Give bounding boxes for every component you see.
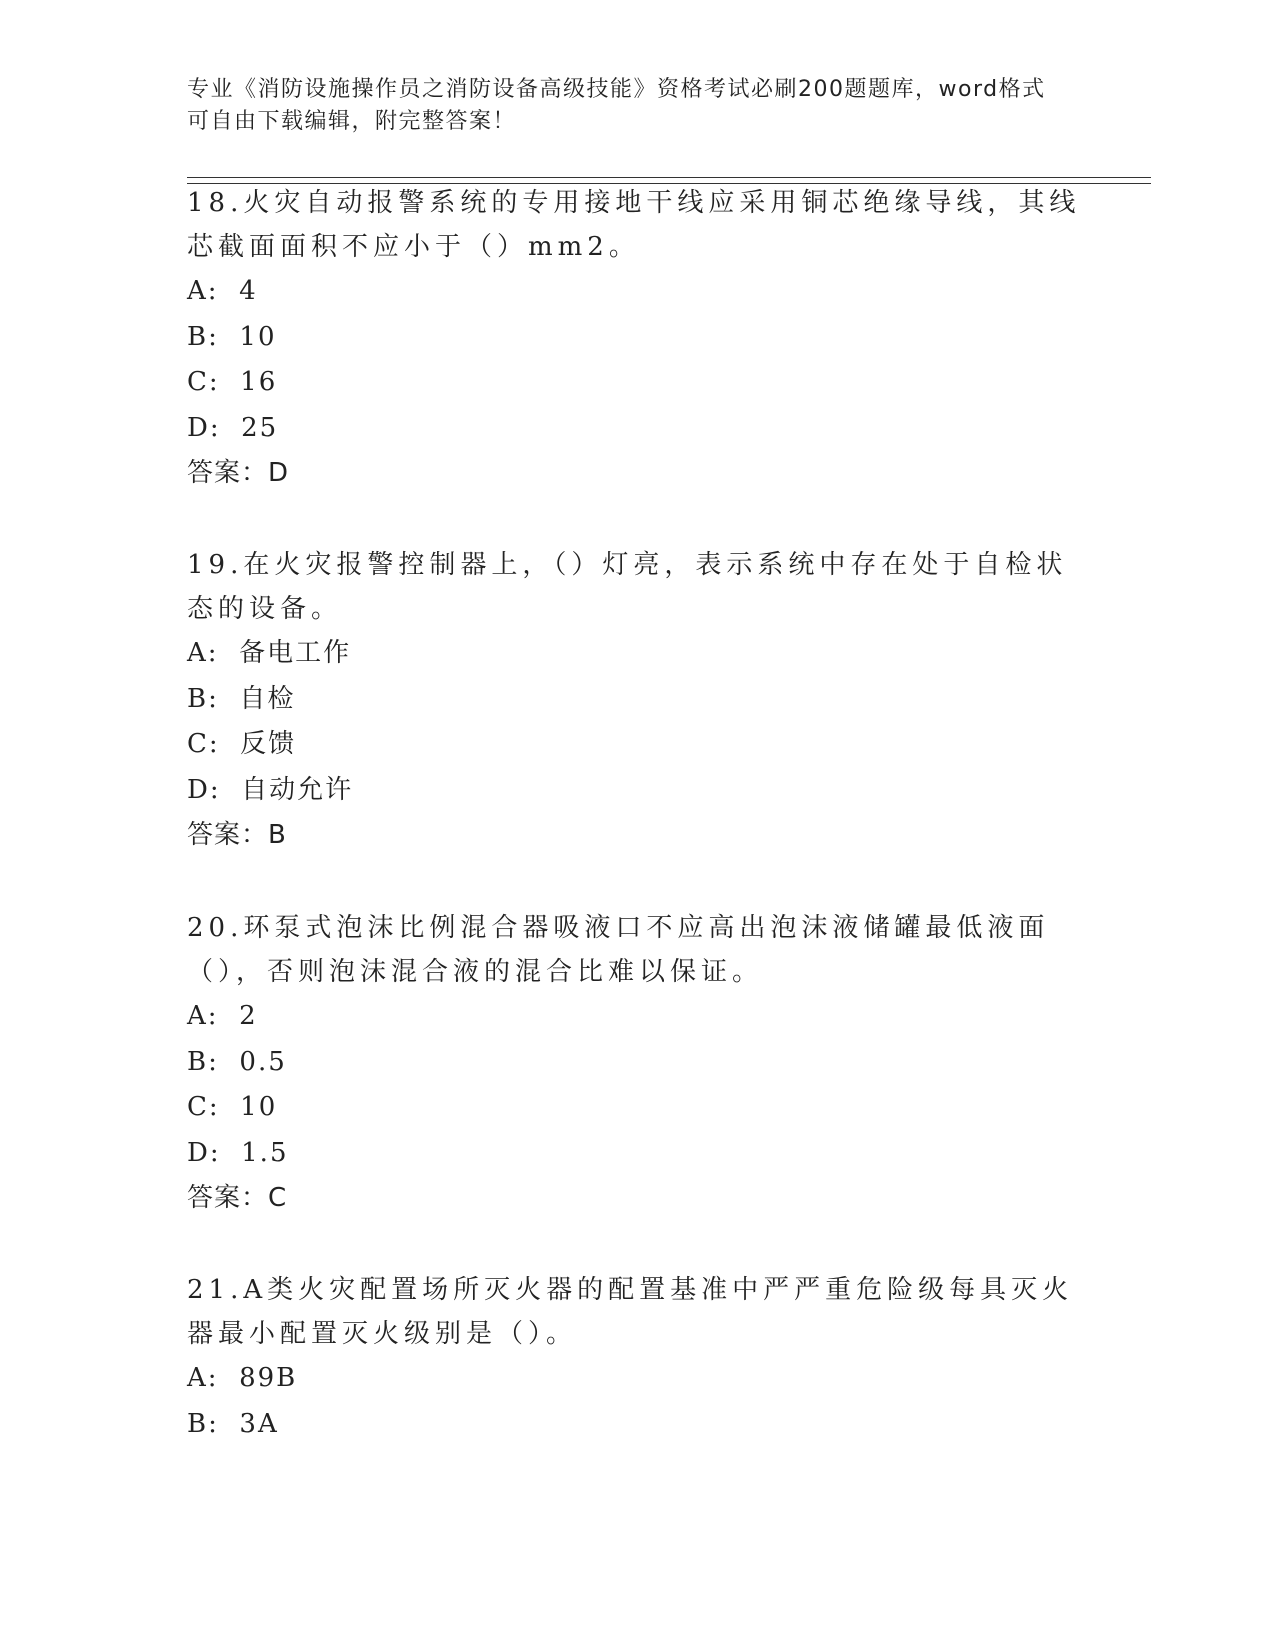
option-a: A: 2 — [187, 1001, 258, 1031]
option-d: D: 25 — [187, 412, 279, 443]
question-18 — [187, 181, 1087, 495]
document-header: 专业《消防设施操作员之消防设备高级技能》资格考试必刷200题题库，word格式可自由下载编辑，附完整答案！ — [187, 77, 1046, 134]
option-d: D: 自动允许 — [187, 774, 354, 805]
option-b: B: 自检 — [187, 683, 296, 714]
option-d: D: 1.5 — [187, 1137, 289, 1168]
question-21 — [187, 1268, 1087, 1447]
answer: 答案：D — [187, 458, 290, 489]
answer: 答案：B — [187, 820, 287, 851]
option-a: A: 89B — [187, 1363, 298, 1393]
question-stem: 19.在火灾报警控制器上，（）灯亮，表示系统中存在处于自检状态的设备。 — [187, 550, 1068, 624]
question-stem: 18.火灾自动报警系统的专用接地干线应采用铜芯绝缘导线，其线芯截面面积不应小于（）mm2。 — [187, 188, 1081, 262]
question-stem: 21.A类火灾配置场所灭火器的配置基准中严严重危险级每具灭火器最小配置灭火级别是（）。 — [187, 1275, 1074, 1349]
option-b: B: 0.5 — [187, 1046, 287, 1077]
option-a: A: 4 — [187, 276, 258, 306]
option-c: C: 10 — [187, 1092, 278, 1123]
option-b: B: 10 — [187, 321, 277, 352]
answer: 答案：C — [187, 1183, 288, 1214]
option-b: B: 3A — [187, 1408, 279, 1439]
option-a: A: 备电工作 — [187, 638, 352, 668]
question-stem: 20.环泵式泡沫比例混合器吸液口不应高出泡沫液储罐最低液面（），否则泡沫混合液的混合比难以保证。 — [187, 913, 1050, 987]
option-c: C: 反馈 — [187, 729, 297, 760]
question-19 — [187, 543, 1087, 857]
question-20 — [187, 906, 1087, 1220]
header-divider-top — [187, 177, 1151, 178]
option-c: C: 16 — [187, 367, 278, 398]
